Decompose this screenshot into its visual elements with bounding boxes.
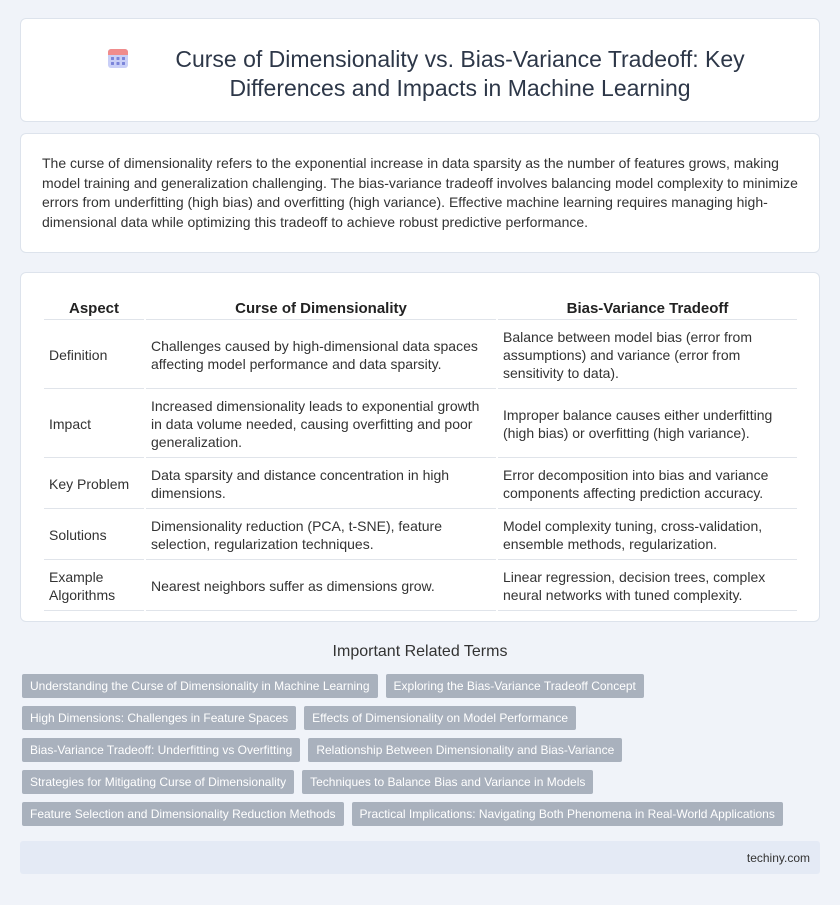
row-aspect: Example Algorithms bbox=[44, 562, 144, 611]
table-header-row bbox=[44, 297, 797, 320]
related-term-tag[interactable]: High Dimensions: Challenges in Feature Spaces bbox=[22, 706, 296, 730]
row-curse-value: Increased dimensionality leads to exponential growth in data volume needed, causing overfitting and poor generalization. bbox=[146, 391, 496, 458]
row-aspect: Key Problem bbox=[44, 460, 144, 509]
related-term-tag[interactable]: Exploring the Bias-Variance Tradeoff Concept bbox=[386, 674, 644, 698]
table-row bbox=[44, 562, 797, 611]
tag-row bbox=[22, 706, 822, 730]
table-row bbox=[44, 460, 797, 509]
related-terms-title: Important Related Terms bbox=[332, 643, 508, 660]
header-curse-of-dimensionality: Curse of Dimensionality bbox=[146, 297, 496, 320]
related-terms-list bbox=[22, 674, 822, 834]
intro-paragraph: The curse of dimensionality refers to the exponential increase in data sparsity as the number of features grows, making model training and generalization challenging. The bias-variance tradeoff involves balancing model complexity to minimize errors from underfitting (high bias) and overfitting (high variance). Effective machine learning requires managing high-dimensional data while optimizing this tradeoff to achieve robust predictive performance. bbox=[42, 155, 798, 230]
intro-card bbox=[20, 133, 820, 253]
tag-row bbox=[22, 674, 822, 698]
related-term-tag[interactable]: Techniques to Balance Bias and Variance in Models bbox=[302, 770, 593, 794]
row-curse-value: Nearest neighbors suffer as dimensions grow. bbox=[146, 562, 496, 611]
row-curse-value: Data sparsity and distance concentration in high dimensions. bbox=[146, 460, 496, 509]
comparison-table bbox=[42, 295, 799, 613]
row-tradeoff-value: Error decomposition into bias and variance components affecting prediction accuracy. bbox=[498, 460, 797, 509]
related-term-tag[interactable]: Strategies for Mitigating Curse of Dimensionality bbox=[22, 770, 294, 794]
related-term-tag[interactable]: Feature Selection and Dimensionality Reduction Methods bbox=[22, 802, 344, 826]
row-tradeoff-value: Linear regression, decision trees, complex neural networks with tuned complexity. bbox=[498, 562, 797, 611]
row-aspect: Impact bbox=[44, 391, 144, 458]
header-aspect: Aspect bbox=[44, 297, 144, 320]
table-row bbox=[44, 391, 797, 458]
related-term-tag[interactable]: Relationship Between Dimensionality and Bias-Variance bbox=[308, 738, 622, 762]
table-row bbox=[44, 511, 797, 560]
table-row bbox=[44, 322, 797, 389]
related-term-tag[interactable]: Practical Implications: Navigating Both Phenomena in Real-World Applications bbox=[352, 802, 783, 826]
row-curse-value: Dimensionality reduction (PCA, t-SNE), feature selection, regularization techniques. bbox=[146, 511, 496, 560]
row-tradeoff-value: Model complexity tuning, cross-validation, ensemble methods, regularization. bbox=[498, 511, 797, 560]
related-term-tag[interactable]: Bias-Variance Tradeoff: Underfitting vs Overfitting bbox=[22, 738, 300, 762]
page-title: Curse of Dimensionality vs. Bias-Variance Tradeoff: Key Differences and Impacts in Machine Learning bbox=[175, 46, 745, 101]
footer bbox=[20, 841, 820, 874]
comparison-card bbox=[20, 272, 820, 622]
tag-row bbox=[22, 738, 822, 762]
header-bias-variance-tradeoff: Bias-Variance Tradeoff bbox=[498, 297, 797, 320]
tag-row bbox=[22, 802, 822, 826]
row-curse-value: Challenges caused by high-dimensional data spaces affecting model performance and data sparsity. bbox=[146, 322, 496, 389]
related-term-tag[interactable]: Understanding the Curse of Dimensionality in Machine Learning bbox=[22, 674, 378, 698]
header-card bbox=[20, 18, 820, 122]
row-aspect: Definition bbox=[44, 322, 144, 389]
row-aspect: Solutions bbox=[44, 511, 144, 560]
tag-row bbox=[22, 770, 822, 794]
related-term-tag[interactable]: Effects of Dimensionality on Model Performance bbox=[304, 706, 576, 730]
row-tradeoff-value: Improper balance causes either underfitting (high bias) or overfitting (high variance). bbox=[498, 391, 797, 458]
row-tradeoff-value: Balance between model bias (error from assumptions) and variance (error from sensitivity to data). bbox=[498, 322, 797, 389]
footer-site-link[interactable]: techiny.com bbox=[746, 851, 810, 865]
